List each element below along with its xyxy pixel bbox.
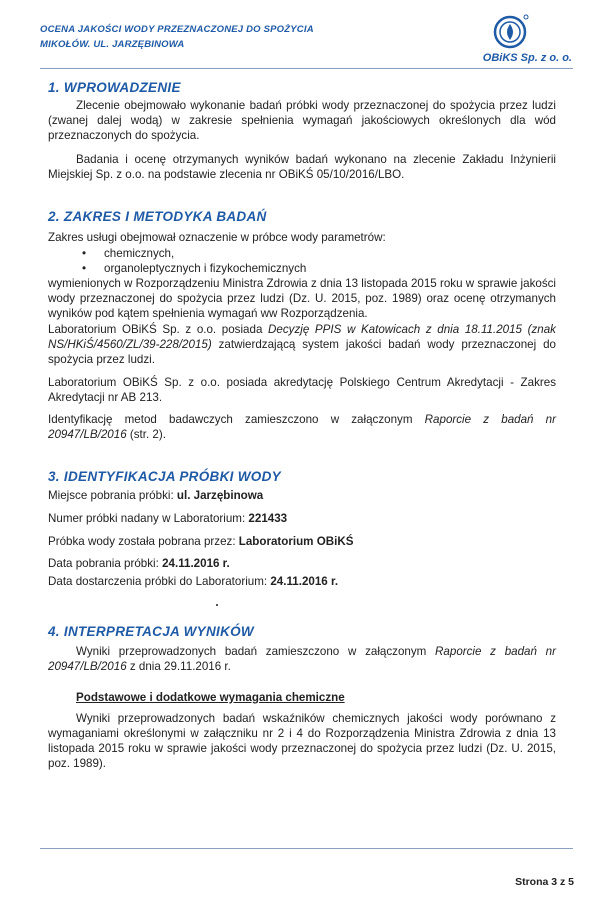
- section-1-paragraph-1: Zlecenie obejmowało wykonanie badań próbki wody przeznaczonej do spożycia przez ludzi (zwanej dalej wodą) w zakresie spełnienia wymagań jakościowych określonych dla wód przeznaczonych do spożycia.: [48, 99, 556, 142]
- section-4-heading: 4. INTERPRETACJA WYNIKÓW: [48, 624, 254, 639]
- parameter-list: [82, 246, 306, 276]
- sample-date: Data pobrania próbki: 24.11.2016 r.: [48, 557, 230, 570]
- list-item: • organoleptycznych i fizykochemicznych: [82, 261, 306, 276]
- section-2-intro: Zakres usługi obejmował oznaczenie w próbce wody parametrów:: [48, 231, 386, 244]
- header-title: OCENA JAKOŚCI WODY PRZEZNACZONEJ DO SPOŻYCIA: [40, 24, 314, 35]
- section-1-heading: 1. WPROWADZENIE: [48, 80, 181, 95]
- header-location: MIKOŁÓW. UL. JARZĘBINOWA: [40, 39, 185, 50]
- header-divider: [40, 68, 573, 69]
- section-1-paragraph-2: Badania i ocenę otrzymanych wyników badań wykonano na zlecenie Zakładu Inżynierii Miejskiej Sp. z o.o. na podstawie zlecenia nr OBiKŚ 05/10/2016/LBO.: [48, 153, 556, 181]
- delivery-date: Data dostarczenia próbki do Laboratorium: 24.11.2016 r.: [48, 575, 339, 588]
- section-3-heading: 3. IDENTYFIKACJA PRÓBKI WODY: [48, 469, 281, 484]
- section-2-heading: 2. ZAKRES I METODYKA BADAŃ: [48, 209, 267, 224]
- section-4-paragraph-1: Wyniki przeprowadzonych badań zamieszczono w załączonym Raporcie z badań nr 20947/LB/2016 z dnia 29.11.2016 r.: [48, 645, 556, 673]
- section-2-paragraph-2: Laboratorium OBiKŚ Sp. z o.o. posiada Decyzję PPIS w Katowicach z dnia 18.11.2015 (znak NS/HKiŚ/4560/ZL/39-228/2015) zatwierdzającą system jakości badań wody przeznaczonej do spożycia przez ludzi.: [48, 323, 556, 366]
- company-name: OBiKS Sp. z o. o.: [482, 52, 572, 64]
- list-item: • chemicznych,: [82, 246, 306, 261]
- sample-location: Miejsce pobrania próbki: ul. Jarzębinowa: [48, 489, 264, 502]
- subsection-heading: Podstawowe i dodatkowe wymagania chemiczne: [76, 691, 345, 704]
- section-2-paragraph-3: Laboratorium OBiKŚ Sp. z o.o. posiada akredytację Polskiego Centrum Akredytacji - Zakres Akredytacji nr AB 213.: [48, 376, 556, 404]
- scan-speck: [216, 604, 218, 606]
- footer-divider: [40, 848, 573, 849]
- sample-number: Numer próbki nadany w Laboratorium: 221433: [48, 512, 288, 525]
- page-number: Strona 3 z 5: [515, 876, 574, 888]
- section-2-paragraph-1: wymienionych w Rozporządzeniu Ministra Zdrowia z dnia 13 listopada 2015 roku w sprawie jakości wody przeznaczonej do spożycia przez ludzi (Dz. U. 2015, poz. 1989) oraz ocenę otrzymanych wyników pod kątem spełnienia wymagań ww Rozporządzenia.: [48, 277, 556, 320]
- sample-collected-by: Próbka wody została pobrana przez: Laboratorium OBiKŚ: [48, 535, 354, 548]
- obiks-logo-icon: [490, 12, 530, 52]
- section-2-paragraph-4: Identyfikację metod badawczych zamieszczono w załączonym Raporcie z badań nr 20947/LB/2016 (str. 2).: [48, 413, 556, 441]
- document-header: [40, 22, 314, 52]
- section-4-paragraph-2: Wyniki przeprowadzonych badań wskaźników chemicznych jakości wody porównano z wymaganiami określonymi w załączniku nr 2 i 4 do Rozporządzenia Ministra Zdrowia z dnia 13 listopada 2015 roku w sprawie jakości wody przeznaczonej do spożycia przez ludzi (Dz. U. 2015, poz. 1989).: [48, 712, 556, 770]
